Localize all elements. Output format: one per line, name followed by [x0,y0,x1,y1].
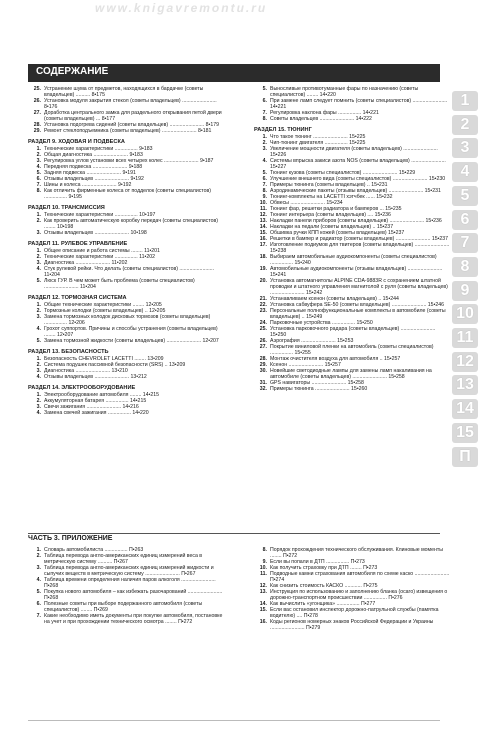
toc-entry-text: Передняя подвеска ........................ 9•188 [44,164,143,170]
toc-entry-text: Если вы попали в ДТП ................ П•273 [270,559,365,565]
toc-entry-number: 1. [36,146,41,152]
section-tab-label: 8 [460,257,470,275]
toc-entry-number: 1. [262,134,267,140]
section-tab-label: 4 [460,163,470,181]
section-tab-label: 10 [456,305,474,323]
toc-entry-text: Выбираем автомобильные аудиокомпоненты (советы специалистов) ................ 15•240 [270,254,437,266]
section-tab-13[interactable] [452,375,478,395]
toc-entry-text: Как получить страховку при ДТП ........ П•273 [270,565,378,571]
toc-entry-text: Новейшие светодиодные лампы для замены ламп накаливания на автомобиле (советы владельцев) ........................ 15•258 [270,368,432,380]
toc-entry-number: 1. [36,547,41,553]
page-title: СОДЕРЖАНИЕ [36,66,109,77]
toc-entry[interactable] [254,386,452,392]
header-bar [28,64,440,82]
toc-entry-number: 5. [262,86,267,92]
toc-entry-number: 29. [259,362,267,368]
toc-entry[interactable] [28,410,226,416]
toc-entry-text: Изготовление подиумов для твитеров (советы владельцев) ........................ 15•238 [270,242,450,254]
toc-entry-text: Выносливые противотуманные фары по назначению (советы специалистов) ........ 14•220 [270,86,419,98]
toc-entry-number: 1. [36,356,41,362]
section-tab-label: 5 [460,186,470,204]
toc-entry-text: Технические характеристики ................ 9•183 [44,146,153,152]
toc-entry-text: Полезные советы при выборе подержанного автомобиля (советы специалистов) ........ П•269 [44,601,203,613]
part3-left-column [28,547,226,625]
toc-entry-text: Словарь автомобилиста ................ П•263 [44,547,144,553]
toc-entry-number: 1. [36,302,41,308]
toc-entry-text: Подводные камни страхования автомобиля по схеме каско ........................ П•274 [270,571,450,583]
toc-entry-text: Тюнинг фар, решетки радиатора и бамперов ... 15•235 [270,206,402,212]
toc-entry-text: Установка модуля закрытия стекол (советы владельцев) ........................ 8•176 [44,98,217,110]
toc-entry-text: Диагностика ........................ 11•202 [44,260,128,266]
section-tab-label: 13 [456,376,474,394]
toc-entry-text: Обшивка ручки КПП кожей (советы владельцев) 15•237 [270,230,405,236]
toc-entry-text: Система подушек пассивной безопасности (SRS) .. 13•209 [44,362,186,368]
toc-entry-text: При замене ламп следует помнить (советы специалистов) ........................ 14•221 [270,98,448,110]
toc-entry-number: 3. [262,146,267,152]
toc-entry-text: Парковочные устройства ................ 15•250 [270,320,373,326]
toc-entry-text: Накладки панели приборов (советы владельцев) ........................ 15•236 [270,218,442,224]
toc-entry-number: 3. [36,565,41,571]
toc-entry-number: 3. [36,404,41,410]
toc-entry-text: Тормозные колодки (советы владельцев) .. 12•205 [44,308,166,314]
toc-entry[interactable] [254,86,452,98]
toc-entry-number: 14. [259,601,267,607]
toc-entry-text: Технические характеристики ................ 11•202 [44,254,156,260]
toc-entry-number: 1. [36,248,41,254]
toc-entry-number: 3. [36,368,41,374]
section-tab-label: 11 [456,329,474,346]
toc-entry-number: 4. [36,326,41,332]
toc-entry-number: 25. [33,86,41,92]
toc-entry[interactable] [254,326,452,338]
toc-entry-number: 28. [33,122,41,128]
toc-entry-text: Покрытие виниловой пленки на автомобиль (советы специалистов) ................ 15•255 [270,344,434,356]
toc-entry-number: 2. [36,398,41,404]
toc-entry-text: Люск ГУР. В чем может быть проблема (советы специалистов) ........................ 11•204 [44,278,195,290]
toc-entry[interactable] [254,278,452,296]
toc-entry-number: 2. [36,152,41,158]
toc-entry-number: 2. [36,308,41,314]
footer-divider [28,720,440,721]
section-tab-3[interactable] [452,138,478,158]
toc-entry-number: 3. [36,260,41,266]
toc-entry-text: Примеры тюнинга (советы владельцев) .. 15•231 [270,182,388,188]
toc-entry-number: 3. [36,230,41,236]
toc-entry[interactable] [28,374,226,380]
toc-entry-number: 12. [259,583,267,589]
toc-entry-text: Советы владельцев ........................ 14•222 [270,116,372,122]
toc-entry-text: Диагностика ........................ 13•210 [44,368,128,374]
toc-entry-text: Накладки на педали (советы владельцев) .. 15•237 [270,224,394,230]
toc-entry-number: 11. [260,571,267,577]
toc-entry-number: 9. [262,559,267,565]
section-tab-label: 1 [460,92,470,109]
toc-entry-number: 8. [262,188,267,194]
toc-entry-text: Замена тормозных колодок дисковых тормозов (советы владельцев) ................ 12•206 [44,314,211,326]
toc-entry-number: 2. [36,254,41,260]
toc-entry-number: 3. [36,314,41,320]
toc-entry-text: Замена тормозной жидкости (советы владельцев) ........................ 12•207 [44,338,219,344]
toc-entry-number: 1. [36,392,41,398]
toc-entry-number: 5. [36,278,41,284]
toc-entry-number: 29. [33,128,41,134]
toc-entry-text: Улучшение внешнего вида (советы специалистов) ........................ 15•230 [270,176,446,182]
toc-entry-text: Установка автомагнитолы ALPINE CDA-9883R с сохранением штатной проводки и штатного управления магнитолой с руля (советы владельцев) ........................ 15•242 [270,278,448,296]
toc-entry[interactable] [28,565,226,577]
toc-entry-number: 9. [262,194,267,200]
toc-entry[interactable] [254,571,452,583]
section-tab-label: 15 [456,423,474,441]
toc-entry-number: 32. [259,386,267,392]
toc-entry-text: Задняя подвеска ........................ 9•191 [44,170,136,176]
toc-entry-text: Покупка нового автомобиля – как избежать разочарований ........................ П•268 [44,589,223,601]
toc-entry[interactable] [28,98,226,110]
section-tab-1[interactable] [452,91,478,111]
toc-entry-number: 28. [259,356,267,362]
toc-entry-text: Свечи зажигания ........................ 14•216 [44,404,139,410]
section-tab-7[interactable] [452,233,478,253]
toc-entry-text: Стук рулевой рейки. Что делать (советы специалистов) ........................ 11•204 [44,266,214,278]
toc-entry-text: Как вычислить «угонщика» ................ П•277 [270,601,376,607]
toc-entry-text: Чип-тюнинг двигателя ................ 15•225 [270,140,366,146]
section-tab-label: 14 [456,400,474,418]
toc-entry-text: Общая диагностика ........................ 9•183 [44,152,143,158]
toc-entry[interactable] [28,230,226,236]
toc-entry[interactable] [28,128,226,134]
section-tab-П[interactable] [452,447,478,467]
toc-entry-text: Увеличение мощности двигателя (советы владельцев) ........................ 15•226 [270,146,438,158]
toc-entry-number: 15. [259,230,267,236]
toc-entry-text: Что такое тюнинг ........................ 15•225 [270,134,366,140]
site-url-watermark: www.knigavremontu.ru [95,1,268,15]
toc-entry-number: 8. [36,188,41,194]
toc-entry[interactable] [28,188,226,200]
toc-entry[interactable] [28,314,226,326]
toc-entry[interactable] [28,86,226,98]
toc-entry-number: 5. [262,170,267,176]
toc-entry[interactable] [254,344,452,356]
toc-entry-number: 12. [259,212,267,218]
toc-entry-text: Регулировка наклона фары ................ 14•221 [270,110,379,116]
toc-entry-number: 2. [36,553,41,559]
toc-entry-text: Персональные полнофункциональные комплекты в автомобиле (советы владельцев) .. 15•249 [270,308,446,320]
part3-section [28,533,440,544]
toc-entry-text: Обвесы ........................ 15•234 [270,200,343,206]
toc-entry[interactable] [28,338,226,344]
toc-entry-text: Установка подогрева сидений (советы владельцев) ........................ 8•179 [44,122,219,128]
toc-entry-number: 25. [259,326,267,332]
section-tab-2[interactable] [452,115,478,135]
toc-entry[interactable] [254,158,452,170]
toc-entry-number: 4. [36,266,41,272]
toc-entry-text: Монтаж очистителя воздуха для автомобиля .. 15•257 [270,356,401,362]
section-tab-label: П [459,447,471,465]
toc-entry[interactable] [254,308,452,320]
section-heading: РАЗДЕЛ 10. ТРАНСМИССИЯ [28,205,105,211]
toc-entry-number: 1. [36,212,41,218]
section-heading: РАЗДЕЛ 11. РУЛЕВОЕ УПРАВЛЕНИЕ [28,241,128,247]
toc-entry[interactable] [254,607,452,619]
toc-entry-text: Шины и колеса ........................ 9•192 [44,182,132,188]
section-tab-12[interactable] [452,352,478,372]
toc-entry-text: Технические характеристики ................ 10•197 [44,212,156,218]
toc-entry-number: 18. [259,254,267,260]
section-tab-10[interactable] [452,304,478,324]
toc-entry-text: Отзывы владельцев ........................ 13•212 [44,374,147,380]
toc-entry-number: 14. [259,224,267,230]
toc-entry-number: 7. [262,110,267,116]
toc-entry-number: 15. [259,607,267,613]
section-heading: РАЗДЕЛ 9. ХОДОВАЯ И ПОДВЕСКА [28,139,125,145]
toc-entry[interactable] [254,266,452,278]
section-heading: РАЗДЕЛ 12. ТОРМОЗНАЯ СИСТЕМА [28,295,127,301]
section-tab-label: 3 [460,139,470,157]
section-tab-14[interactable] [452,399,478,419]
toc-entry-number: 2. [36,218,41,224]
toc-entry-number: 16. [259,619,267,625]
toc-entry-text: Грохот суппортов. Причины и способы устранения (советы владельцев) ........ 12•207 [44,326,218,338]
toc-entry-text: Инструкция по использованию и заполнению бланка (осаго) извещения о дорожно-транспортном происшествии ................ П•276 [270,589,448,601]
section-heading: РАЗДЕЛ 14. ЭЛЕКТРООБОРУДОВАНИЕ [28,385,136,391]
toc-entry-text: Аэрография ........................ 15•253 [270,338,354,344]
toc-entry[interactable] [28,577,226,589]
toc-entry[interactable] [254,368,452,380]
toc-entry-text: Порядок прохождения технического обслуживания. Клиновые моменты ........ П•272 [270,547,443,559]
section-tab-label: 6 [460,210,470,228]
toc-entry-text: Таблица времени определения наличия паров алкоголя ........................ П•268 [44,577,216,589]
toc-entry[interactable] [28,110,226,122]
section-tab-4[interactable] [452,162,478,182]
toc-entry-text: Замена свечей зажигания ................ 14•220 [44,410,149,416]
toc-entry-text: Как отличить фирменные колеса от подделок (советы специалистов) ................ 9•195 [44,188,211,200]
toc-entry-number: 13. [259,589,267,595]
section-heading: РАЗДЕЛ 13. БЕЗОПАСНОСТЬ [28,349,109,355]
toc-entry-number: 2. [36,362,41,368]
toc-entry-text: Регулировка углов установки всех четырех колес ........................ 9•187 [44,158,214,164]
section-tab-label: 9 [460,281,470,299]
toc-entry-number: 27. [259,344,267,350]
toc-entry-text: Доработка центрального замка для раздельного открывания петой двери (советы владельцев) ... 8•177 [44,110,222,122]
toc-entry-text: Аэродинамические пакеты (отзывы владельцев) ........................ 15•231 [270,188,441,194]
toc-entry-number: 5. [36,338,41,344]
toc-entry-text: Установка сабвуфера SE-50 (советы владельцев) ........................ 15•246 [270,302,445,308]
toc-entry-text: Примеры тюнинга ........................ 15•260 [270,386,368,392]
toc-entry-number: 5. [36,589,41,595]
toc-entry-number: 21. [259,296,267,302]
section-tab-label: 2 [460,115,470,133]
toc-entry-text: Коды регионов номерных знаков Российской Федерации и Украины ........................ П•279 [270,619,434,631]
toc-entry-number: 8. [262,547,267,553]
section-tab-11[interactable] [452,328,478,348]
toc-entry-number: 2. [262,140,267,146]
toc-entry-number: 10. [259,565,267,571]
toc-entry-text: Тюнинг интерьера (советы владельцев) .... 15•236 [270,212,391,218]
section-tab-15[interactable] [452,423,478,443]
toc-entry[interactable] [254,254,452,266]
toc-entry-text: GPS навигаторы ........................ 15•258 [270,380,364,386]
toc-entry[interactable] [28,266,226,278]
toc-entry-text: Как проверить автоматическую коробку передач (советы специалистов) ........ 10•198 [44,218,218,230]
section-tab-label: 7 [460,234,470,252]
toc-entry[interactable] [28,553,226,565]
toc-entry-number: 6. [262,98,267,104]
toc-entry-number: 7. [36,182,41,188]
toc-entry-number: 5. [36,170,41,176]
toc-entry-text: Решетки в бампер и радиатор (советы владельцев) ........................ 15•237 [270,236,449,242]
toc-entry-text: Установка парковочного радара (советы владельцев) ........................ 15•250 [270,326,436,338]
toc-entry-text: Устранение шума от предметов, находящихся в бардачке (советы владельцев) .......... 8•175 [44,86,204,98]
toc-entry-number: 16. [259,236,267,242]
section-tab-9[interactable] [452,281,478,301]
toc-entry-text: Электрооборудование автомобиля ........ 14•215 [44,392,160,398]
toc-entry-number: 24. [259,320,267,326]
toc-entry-number: 23. [259,308,267,314]
toc-entry[interactable] [254,146,452,158]
toc-entry-number: 4. [36,577,41,583]
toc-entry-text: Ксенон ........................ 15•257 [270,362,341,368]
toc-entry-text: Ремонт стеклоподъемника (советы владельцев) ........................ 8•181 [44,128,212,134]
toc-entry[interactable] [28,278,226,290]
toc-entry-text: Безопасность CHEVROLET LACETTI ........ 13•209 [44,356,164,362]
toc-entry-text: Если вас остановил инспектор дорожно-патрульной службы (памятка водителю) .... П•278 [270,607,439,619]
toc-entry-number: 27. [33,110,41,116]
toc-entry-number: 4. [36,164,41,170]
toc-entry-number: 6. [262,176,267,182]
toc-entry[interactable] [28,613,226,625]
toc-entry-text: Таблица перевода англо-американских единиц измерений жидкости и сыпучих веществ в метрическую систему ........................ П•267 [44,565,214,577]
section-tab-8[interactable] [452,257,478,277]
toc-entry-number: 11. [260,206,267,212]
toc-left-column [28,86,226,416]
toc-entry-text: Какие необходимо иметь документы при покупке автомобиля, постановке на учет и при прохождении технического осмотра ........ П•272 [44,613,223,625]
toc-entry-number: 6. [36,176,41,182]
toc-entry-number: 6. [36,601,41,607]
toc-right-column [254,86,452,392]
toc-entry[interactable] [254,547,452,559]
toc-entry-text: Как снизить стоимость КАСКО ............ П•275 [270,583,378,589]
toc-entry-number: 20. [259,278,267,284]
toc-entry-number: 26. [33,98,41,104]
toc-entry-number: 19. [259,266,267,272]
toc-entry-text: Таблица перевода англо-американских единиц измерений веса в метрическую систему .......... П•267 [44,553,203,565]
toc-entry-number: 31. [259,380,267,386]
toc-entry-number: 8. [262,116,267,122]
toc-entry[interactable] [254,116,452,122]
toc-entry-text: Общие технические характеристики ........ 12•205 [44,302,162,308]
toc-entry-text: Автомобильные аудиокомпоненты (отзывы владельцев) ........................ 15•241 [270,266,443,278]
toc-entry-text: Тюнинг-комплекты на LACETTI хэтчбек ...... 15•232 [270,194,393,200]
toc-entry-number: 7. [262,182,267,188]
toc-entry-text: Тюнинг кузова (советы специалистов) ........................ 15•229 [270,170,416,176]
section-tab-5[interactable] [452,186,478,206]
toc-entry-number: 4. [36,410,41,416]
toc-entry[interactable] [28,589,226,601]
toc-entry-number: 13. [259,218,267,224]
toc-entry-text: Системы впрыска закиси азота NOS (советы владельцев) ........................ 15•227 [270,158,446,170]
toc-entry-text: Аккумуляторная батарея ................ 14•215 [44,398,147,404]
toc-entry-number: 26. [259,338,267,344]
toc-entry-number: 17. [259,242,267,248]
toc-entry-number: 4. [262,158,267,164]
toc-entry-number: 10. [259,200,267,206]
toc-entry[interactable] [254,589,452,601]
toc-entry[interactable] [254,98,452,110]
toc-entry-text: Отзывы владельцев ........................ 10•198 [44,230,147,236]
toc-entry-number: 30. [259,368,267,374]
toc-entry-number: 22. [259,302,267,308]
part3-right-column [254,547,452,631]
toc-entry-number: 3. [36,158,41,164]
toc-entry-text: Общее описание и работа системы ........ 11•201 [44,248,160,254]
toc-entry[interactable] [28,601,226,613]
toc-entry[interactable] [254,619,452,631]
section-heading: РАЗДЕЛ 15. ТЮНИНГ [254,127,312,133]
toc-entry[interactable] [28,326,226,338]
toc-entry-text: Устанавливаем ксенон (советы владельцев) .. 15•244 [270,296,399,302]
section-tab-6[interactable] [452,210,478,230]
toc-entry-number: 4. [36,374,41,380]
section-tab-label: 12 [456,352,474,370]
toc-entry[interactable] [28,218,226,230]
toc-entry[interactable] [254,242,452,254]
toc-entry-text: Отзывы владельцев ........................ 9•192 [44,176,144,182]
part3-title: ЧАСТЬ 3. ПРИЛОЖЕНИЕ [28,535,113,542]
toc-entry-number: 7. [36,613,41,619]
